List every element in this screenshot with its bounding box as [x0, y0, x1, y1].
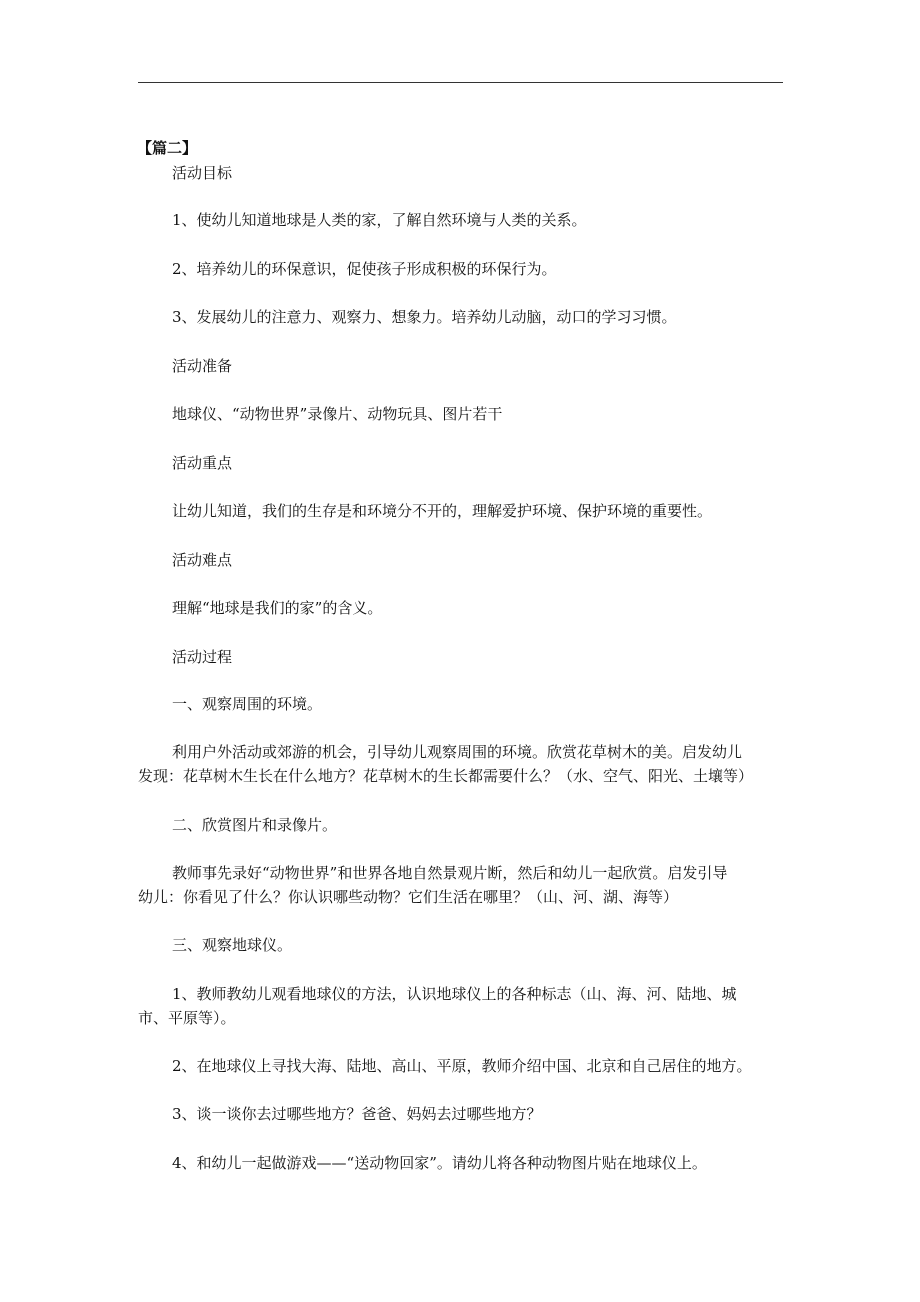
process-step-2-text-line-1: 教师事先录好“动物世界”和世界各地自然景观片断，然后和幼儿一起欣赏。启发引导 — [172, 864, 728, 882]
process-step-3-title: 三、观察地球仪。 — [172, 936, 293, 954]
process-step-1-text-line-1: 利用户外活动或郊游的机会，引导幼儿观察周围的环境。欣赏花草树木的美。启发幼儿 — [172, 743, 743, 761]
process-step-1-title: 一、观察周围的环境。 — [172, 695, 323, 713]
preparation-text: 地球仪、“动物世界”录像片、动物玩具、图片若干 — [172, 405, 503, 423]
heading-activity-goals: 活动目标 — [172, 164, 233, 182]
process-step-3-item-1-line-2: 市、平原等）。 — [138, 1009, 236, 1027]
goal-item-1: 1、使幼儿知道地球是人类的家，了解自然环境与人类的关系。 — [172, 211, 587, 229]
process-step-3-item-4: 4、和幼儿一起做游戏——“送动物回家”。请幼儿将各种动物图片贴在地球仪上。 — [172, 1154, 707, 1172]
header-rule — [138, 82, 783, 83]
section-tag: 【篇二】 — [137, 139, 198, 157]
process-step-1-text-line-2: 发现：花草树木生长在什么地方？花草树木的生长都需要什么？（水、空气、阳光、土壤等） — [138, 767, 754, 785]
process-step-2-title: 二、欣赏图片和录像片。 — [172, 816, 338, 834]
difficulty-text: 理解“地球是我们的家”的含义。 — [172, 599, 383, 617]
goal-item-3: 3、发展幼儿的注意力、观察力、想象力。培养幼儿动脑，动口的学习习惯。 — [172, 308, 677, 326]
heading-activity-focus: 活动重点 — [172, 454, 233, 472]
heading-activity-difficulty: 活动难点 — [172, 551, 233, 569]
heading-activity-process: 活动过程 — [172, 648, 233, 666]
process-step-3-item-2: 2、在地球仪上寻找大海、陆地、高山、平原，教师介绍中国、北京和自己居住的地方。 — [172, 1057, 752, 1075]
heading-activity-preparation: 活动准备 — [172, 357, 233, 375]
focus-text: 让幼儿知道，我们的生存是和环境分不开的，理解爱护环境、保护环境的重要性。 — [172, 502, 713, 520]
goal-item-2: 2、培养幼儿的环保意识，促使孩子形成积极的环保行为。 — [172, 260, 557, 278]
process-step-3-item-3: 3、谈一谈你去过哪些地方？爸爸、妈妈去过哪些地方？ — [172, 1105, 542, 1123]
process-step-2-text-line-2: 幼儿：你看见了什么？你认识哪些动物？它们生活在哪里？（山、河、湖、海等） — [138, 888, 679, 906]
process-step-3-item-1-line-1: 1、教师教幼儿观看地球仪的方法，认识地球仪上的各种标志（山、海、河、陆地、城 — [172, 985, 737, 1003]
